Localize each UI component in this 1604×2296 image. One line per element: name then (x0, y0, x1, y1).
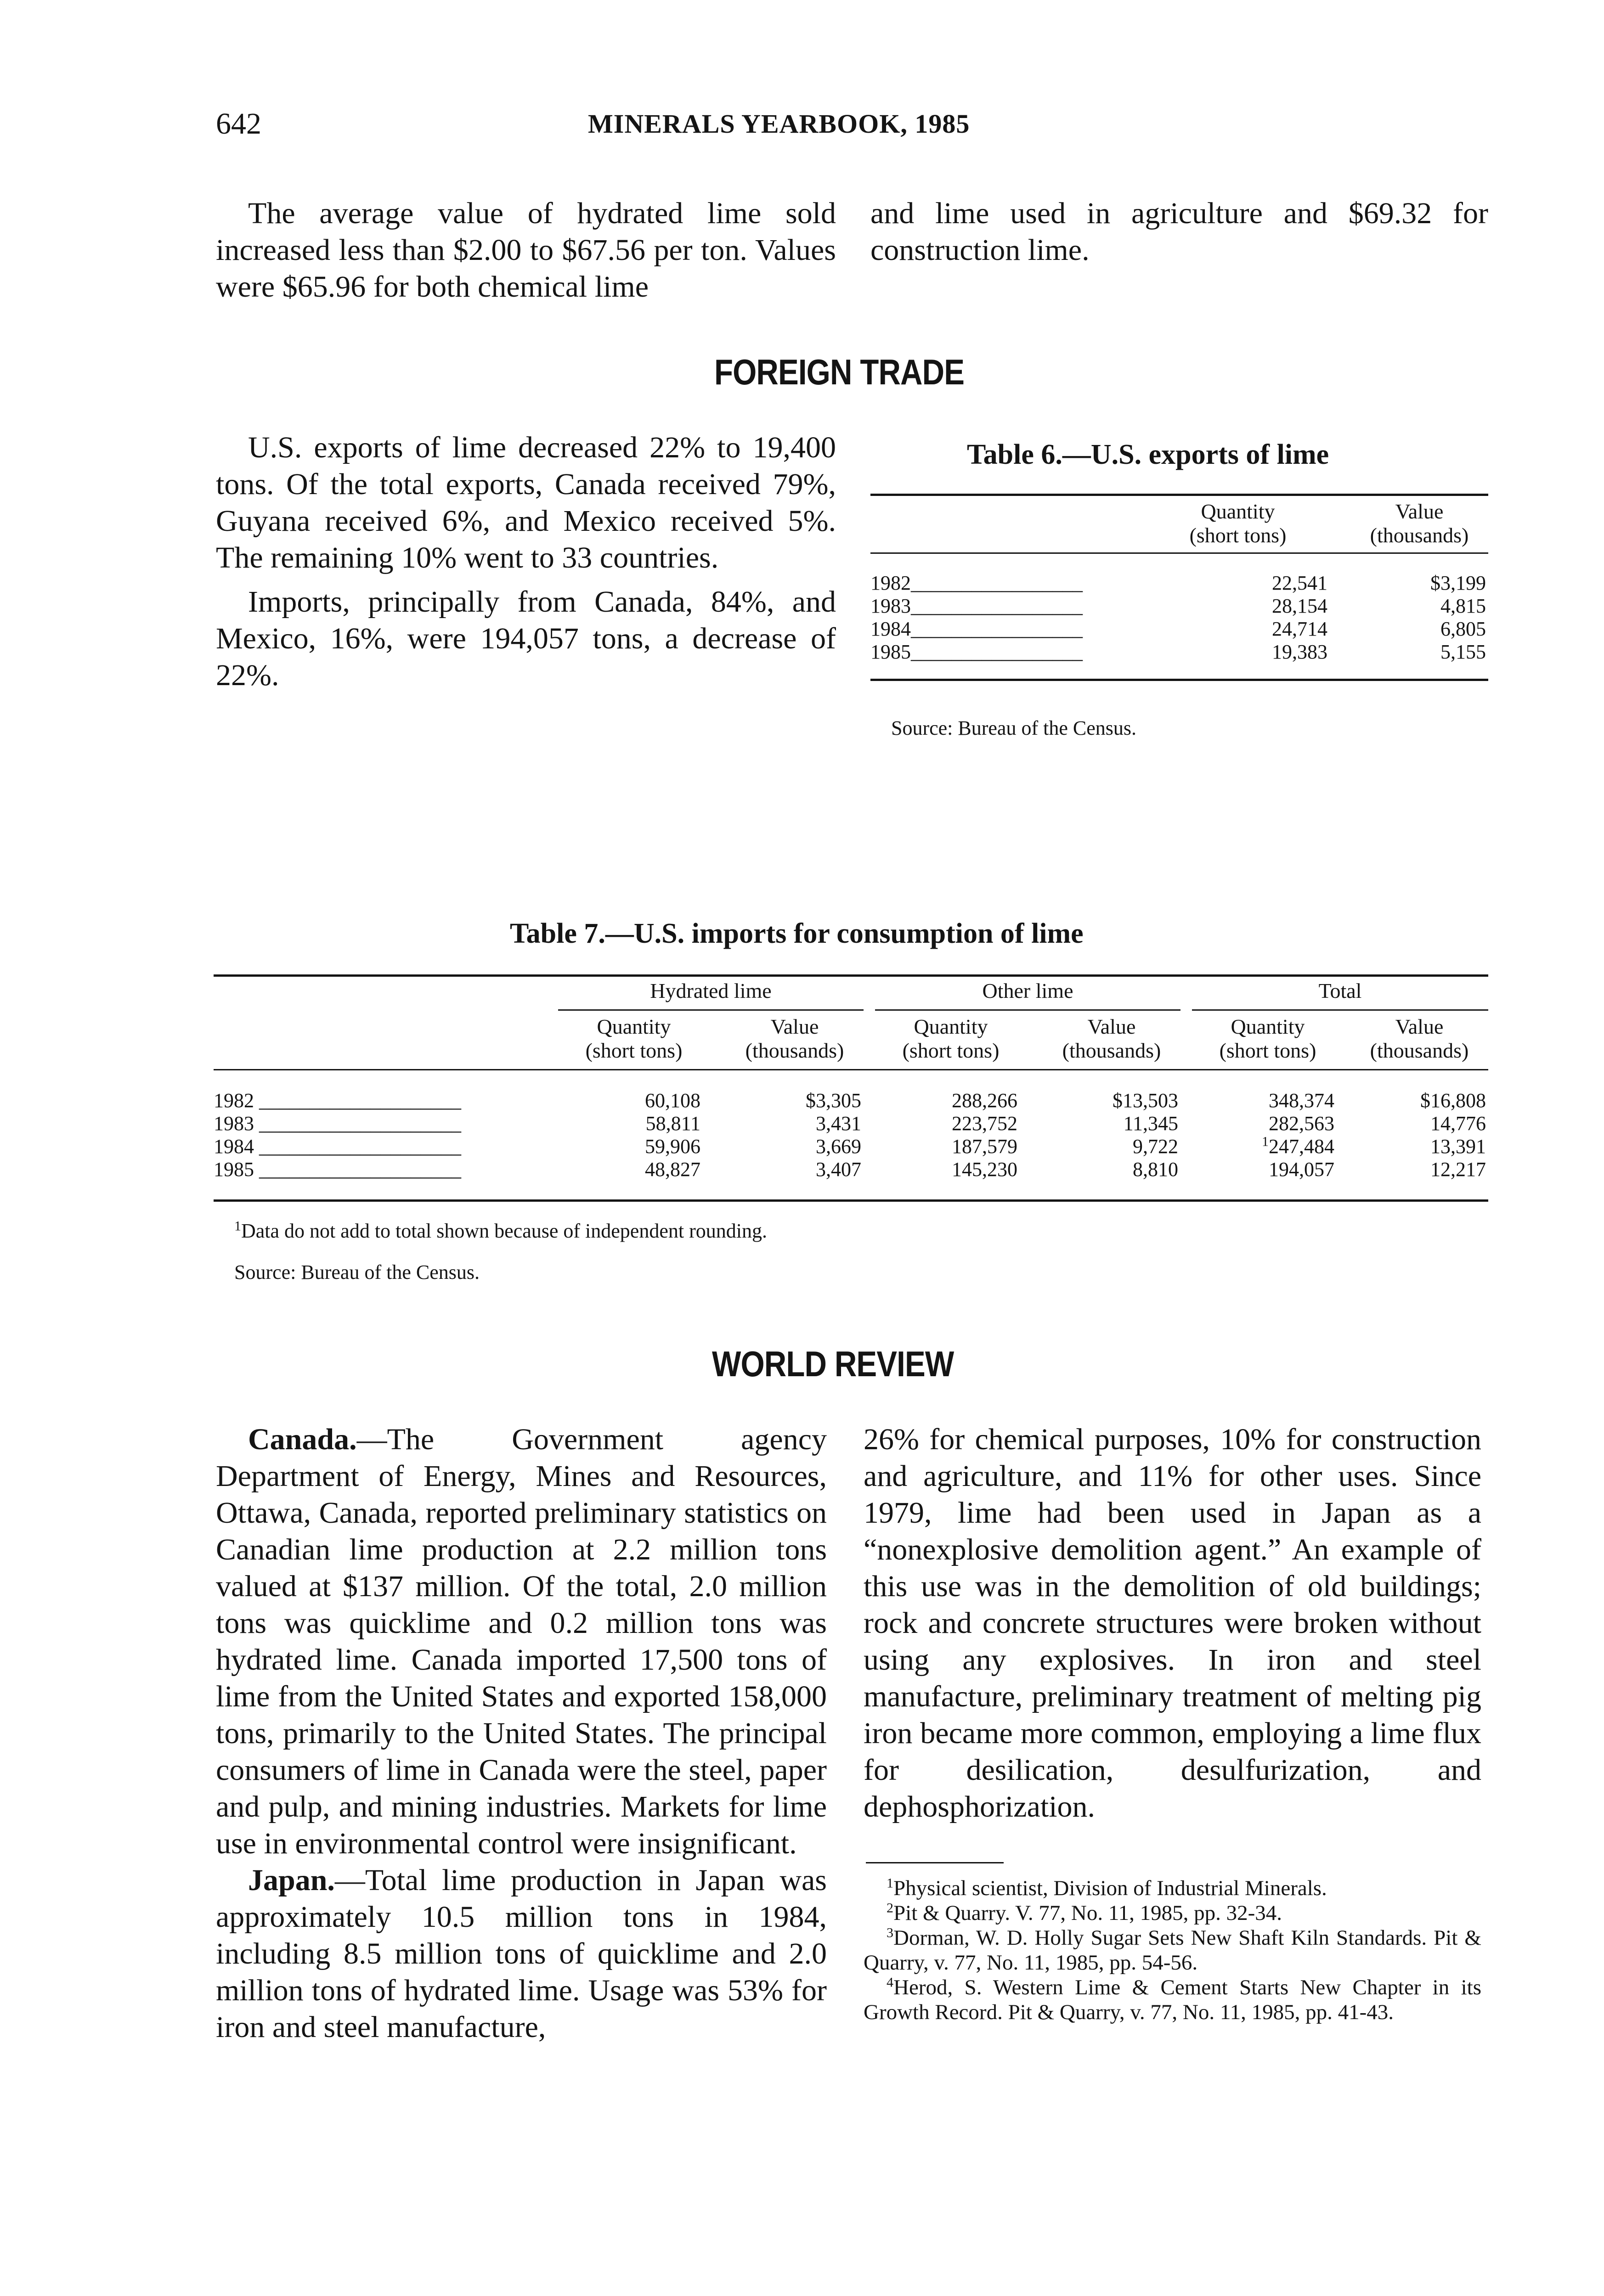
table7-cell: 59,906 (645, 1135, 700, 1158)
table6-cell: 28,154 (1272, 595, 1327, 617)
table6-year: 1984_________________ (870, 618, 1083, 640)
table7-hydrated-quantity-column (558, 1089, 700, 1181)
table7-header-unit: (short tons) (1219, 1039, 1316, 1062)
table7-header-label: Quantity (914, 1015, 988, 1038)
table7-group-rule-hydrated (558, 1009, 864, 1011)
table7-cell: 194,057 (1269, 1158, 1334, 1181)
table7-cell: 8,810 (1133, 1158, 1178, 1181)
table7-year: 1982 ____________________ (214, 1089, 461, 1112)
table6-cell: 22,541 (1272, 572, 1327, 594)
table7-cell: 13,391 (1430, 1135, 1486, 1158)
table7-header-total-quantity (1192, 1015, 1344, 1063)
table7-hydrated-value-column (723, 1089, 861, 1181)
table7-cell: $3,305 (806, 1089, 861, 1112)
table7-other-quantity-column (875, 1089, 1017, 1181)
table7-group-total: Total (1318, 979, 1362, 1002)
table6-header-quantity-unit: (short tons) (1189, 523, 1287, 547)
running-title: MINERALS YEARBOOK, 1985 (588, 109, 970, 139)
table7-cell: $13,503 (1113, 1089, 1178, 1112)
table7-footnote (234, 1219, 767, 1243)
table7-header-unit: (thousands) (1062, 1039, 1161, 1062)
table6-value-column (1350, 572, 1486, 664)
table6-quantity-column (1169, 572, 1327, 664)
table7-title: Table 7.—U.S. imports for consumption of lime (510, 918, 1084, 949)
table6-header-quantity-label: Quantity (1201, 500, 1275, 523)
table6-header-value-unit: (thousands) (1370, 523, 1469, 547)
table7-bottom-rule (214, 1199, 1488, 1202)
table7-cell: 9,722 (1133, 1135, 1178, 1158)
japan-lead: Japan. (248, 1863, 335, 1897)
table7-other-value-column (1040, 1089, 1178, 1181)
table7-header-label: Quantity (597, 1015, 671, 1038)
table6-source: Source: Bureau of the Census. (891, 717, 1136, 739)
table6-header-value-label: Value (1395, 500, 1444, 523)
table7-cell: 58,811 (645, 1112, 700, 1135)
table6-bottom-rule (870, 679, 1488, 681)
table7-cell: 282,563 (1269, 1112, 1334, 1135)
intro-left-text: The average value of hydrated lime sold increased less than $2.00 to $67.56 per ton. Values were $65.96 for both chemical lime (216, 197, 836, 304)
table6-year: 1982_________________ (870, 572, 1083, 594)
table7-header-label: Quantity (1231, 1015, 1305, 1038)
table6-cell: 6,805 (1440, 618, 1486, 640)
table7-total-value-column (1350, 1089, 1486, 1181)
table7-cell: 14,776 (1430, 1112, 1486, 1135)
table7-cell: 12,217 (1430, 1158, 1486, 1181)
table7-header-hydrated-value (723, 1015, 866, 1063)
table6-cell: 24,714 (1272, 618, 1327, 640)
canada-text: —The Government agency Department of Energy, Mines and Resources, Ottawa, Canada, reported preliminary statistics on Canadian lime production at 2.2 million tons valued at $137 million. Of the total, 2.0 million tons was quicklime and 0.2 million tons was hydrated lime. Canada imported 17,500 tons of lime from the United States and exported 158,000 tons, primarily to the United States. The principal consumers of lime in Canada were the steel, paper and pulp, and mining industries. Markets for lime use in environmental control were insignificant. (216, 1423, 827, 1860)
table6-top-rule (870, 494, 1488, 496)
table6-header-value (1350, 500, 1488, 547)
japan-continued-text: 26% for chemical purposes, 10% for construction and agriculture, and 11% for other uses. Since 1979, lime had been used in Japan as a “nonexplosive demolition agent.” An example of this use was in the demolition of old buildings; rock and concrete structures were broken without using any explosives. In iron and steel manufacture, preliminary treatment of melting pig iron became more common, employing a lime flux for desilication, desulfurization, and dephosphorization. (864, 1423, 1481, 1823)
table6-cell: $3,199 (1430, 572, 1486, 594)
table7-header-label: Value (1395, 1015, 1444, 1038)
table7-cell: $16,808 (1420, 1089, 1486, 1112)
table7-cell: 187,579 (952, 1135, 1017, 1158)
intro-left-column (216, 195, 836, 305)
table7-top-rule (214, 974, 1488, 977)
table6-title: Table 6.—U.S. exports of lime (967, 439, 1329, 470)
table7-header-other-value (1040, 1015, 1183, 1063)
footnote-item: $^2$Pit & Quarry. V. 77, No. 11, 1985, pp. 32-34. (887, 1900, 1282, 1925)
foreign-trade-para-imports: Imports, principally from Canada, 84%, and Mexico, 16%, were 194,057 tons, a decrease of 22%. (216, 585, 836, 692)
table7-cell: $^1$247,484 (1262, 1134, 1334, 1158)
table6-cell: 19,383 (1272, 641, 1327, 663)
table7-cell: 3,407 (816, 1158, 861, 1181)
table7-year: 1983 ____________________ (214, 1112, 461, 1135)
canada-paragraph (216, 1421, 827, 1862)
table7-total-quantity-column (1192, 1089, 1334, 1181)
table7-cell: 3,669 (816, 1135, 861, 1158)
table6-years (870, 572, 1083, 664)
world-review-left-column (216, 1421, 827, 2046)
table7-group-other: Other lime (982, 979, 1073, 1002)
table7-cell: 11,345 (1123, 1112, 1178, 1135)
footnote-item: $^4$Herod, S. Western Lime & Cement Starts New Chapter in its Growth Record. Pit & Quarry, v. 77, No. 11, 1985, pp. 41-43. (864, 1975, 1481, 2024)
footnote-item: $^1$Physical scientist, Division of Industrial Minerals. (887, 1875, 1327, 1900)
table6-cell: 4,815 (1440, 595, 1486, 617)
footnote-item: $^3$Dorman, W. D. Holly Sugar Sets New Shaft Kiln Standards. Pit & Quarry, v. 77, No. 11, 1985, pp. 54-56. (864, 1925, 1481, 1975)
footnotes (864, 1876, 1481, 2025)
table6-cell: 5,155 (1440, 641, 1486, 663)
table7-header-unit: (short tons) (902, 1039, 1000, 1062)
world-review-right-column (864, 1421, 1481, 1825)
table6-header-rule (870, 552, 1488, 554)
foreign-trade-text (216, 429, 836, 694)
table7-year: 1984 ____________________ (214, 1135, 461, 1158)
table6-header-quantity (1169, 500, 1307, 547)
table7-cell: 48,827 (645, 1158, 700, 1181)
table7-cell: 348,374 (1269, 1089, 1334, 1112)
table7-years (214, 1089, 461, 1181)
world-review-heading: WORLD REVIEW (712, 1344, 954, 1384)
intro-right-column (870, 195, 1488, 269)
table7-header-label: Value (1087, 1015, 1136, 1038)
table7-group-hydrated: Hydrated lime (650, 979, 772, 1002)
footnote-marker: 1 (234, 1218, 241, 1234)
table7-header-unit: (thousands) (745, 1039, 844, 1062)
table7-header-rule (214, 1069, 1488, 1070)
table6-year: 1985_________________ (870, 641, 1083, 663)
table7-footnote-text: Data do not add to total shown because of independent rounding. (241, 1220, 767, 1242)
table7-cell: 60,108 (645, 1089, 700, 1112)
japan-paragraph (216, 1862, 827, 2046)
table7-cell: 145,230 (952, 1158, 1017, 1181)
footnote-marker: 1 (1262, 1134, 1269, 1149)
table7-cell: 288,266 (952, 1089, 1017, 1112)
table7-header-unit: (thousands) (1370, 1039, 1469, 1062)
table7-group-rule-total (1192, 1009, 1488, 1011)
table7-header-unit: (short tons) (585, 1039, 683, 1062)
table7-header-hydrated-quantity (558, 1015, 710, 1063)
footnote-rule (866, 1862, 1004, 1863)
table7-header-label: Value (770, 1015, 819, 1038)
page-number: 642 (216, 107, 261, 141)
table7-group-rule-other (875, 1009, 1180, 1011)
foreign-trade-para-exports: U.S. exports of lime decreased 22% to 19,400 tons. Of the total exports, Canada received 79%, Guyana received 6%, and Mexico received 5%. The remaining 10% went to 33 countries. (216, 431, 836, 574)
japan-text: —Total lime production in Japan was approximately 10.5 million tons in 1984, including 8.5 million tons of quicklime and 2.0 million tons of hydrated lime. Usage was 53% for iron and steel manufacture, (216, 1863, 827, 2044)
table7-year: 1985 ____________________ (214, 1158, 461, 1181)
foreign-trade-heading: FOREIGN TRADE (714, 352, 965, 392)
table6-year: 1983_________________ (870, 595, 1083, 617)
table7-header-other-quantity (875, 1015, 1027, 1063)
table7-cell: 223,752 (952, 1112, 1017, 1135)
table7-source: Source: Bureau of the Census. (234, 1261, 480, 1283)
intro-right-text: and lime used in agriculture and $69.32 for construction lime. (870, 197, 1488, 267)
table7-header-total-value (1350, 1015, 1488, 1063)
table7-cell: 3,431 (816, 1112, 861, 1135)
canada-lead: Canada. (248, 1423, 357, 1456)
